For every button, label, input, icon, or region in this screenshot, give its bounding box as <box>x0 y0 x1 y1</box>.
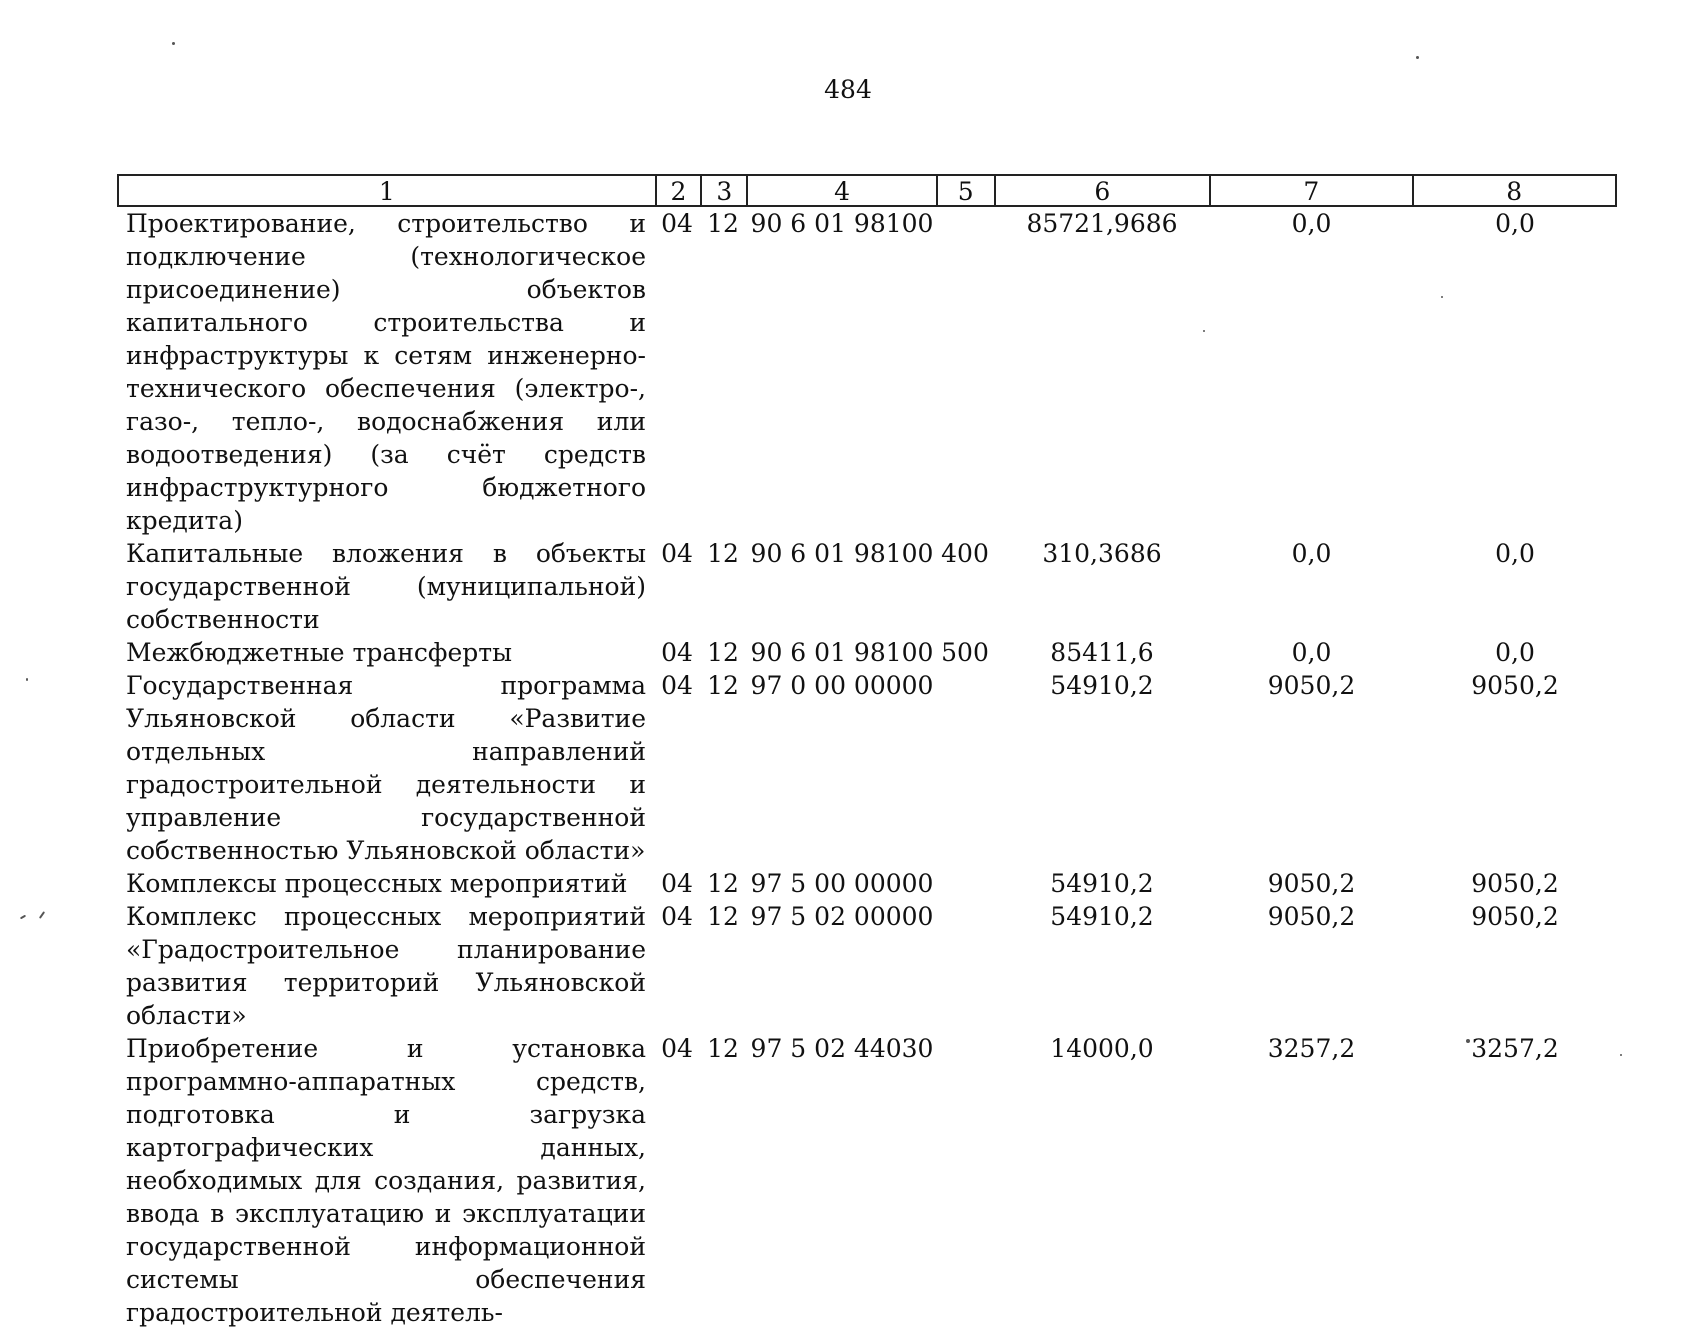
subsection-code: 12 <box>707 539 739 568</box>
amount-1: 14000,0 <box>1050 1034 1154 1063</box>
row-name: Капитальные вложения в объекты государственной (муниципальной) собственности <box>126 539 646 634</box>
table-row <box>117 900 1617 1032</box>
scan-speck <box>1466 1039 1470 1043</box>
scan-speck <box>26 678 28 681</box>
expense-type-code <box>936 207 994 537</box>
page-number: 484 <box>824 75 872 104</box>
target-article-code: 97 0 00 00000 <box>750 671 934 700</box>
section-code: 04 <box>661 638 693 667</box>
amount-2: 3257,2 <box>1267 1034 1356 1063</box>
row-name: Государственная программа Ульяновской области «Развитие отдельных направлений градостроительной деятельности и управление государственной собственностью Ульяновской области» <box>126 671 646 865</box>
subsection-code: 12 <box>707 638 739 667</box>
column-header: 8 <box>1412 176 1615 205</box>
target-article-code: 90 6 01 98100 <box>750 209 934 238</box>
scan-speck <box>1416 56 1419 59</box>
scan-speck <box>172 42 175 45</box>
table-row <box>117 537 1617 636</box>
scan-speck <box>39 911 45 919</box>
column-header: 6 <box>994 176 1209 205</box>
amount-2: 9050,2 <box>1267 869 1356 898</box>
expense-type-code <box>936 867 994 900</box>
column-header: 1 <box>378 177 395 206</box>
target-article-code: 97 5 02 44030 <box>750 1034 934 1063</box>
section-code: 04 <box>661 671 693 700</box>
target-article-code: 90 6 01 98100 <box>750 638 934 667</box>
table-row <box>117 207 1617 537</box>
row-name: Проектирование, строительство и подключение (технологическое присоединение) объектов капитального строительства и инфраструктуры к сетям инженерно-технического обеспечения (электро-, газо-, тепло-, водоснабжения или водоотведения) (за счёт средств инфраструктурного бюджетного кредита) <box>126 209 646 535</box>
amount-2: 9050,2 <box>1267 902 1356 931</box>
budget-table <box>117 174 1617 1329</box>
scan-speck <box>1620 1054 1622 1056</box>
subsection-code: 12 <box>707 209 739 238</box>
expense-type-code <box>936 669 994 867</box>
column-header: 7 <box>1209 176 1411 205</box>
section-code: 04 <box>661 869 693 898</box>
amount-2: 0,0 <box>1291 638 1332 667</box>
row-name: Комплекс процессных мероприятий «Градостроительное планирование развития территорий Ульяновской области» <box>126 902 646 1030</box>
amount-3: 9050,2 <box>1471 869 1559 898</box>
amount-1: 310,3686 <box>1042 539 1162 568</box>
amount-3: 3257,2 <box>1471 1034 1559 1063</box>
section-code: 04 <box>661 902 693 931</box>
amount-3: 9050,2 <box>1471 671 1559 700</box>
expense-type-code <box>936 900 994 1032</box>
table-row <box>117 867 1617 900</box>
column-header: 3 <box>700 176 746 205</box>
scan-speck <box>1203 330 1205 332</box>
table-row <box>117 669 1617 867</box>
expense-type-code: 400 <box>941 539 989 568</box>
table-row <box>117 636 1617 669</box>
expense-type-code <box>936 1032 994 1329</box>
column-header: 5 <box>936 176 994 205</box>
amount-2: 0,0 <box>1291 539 1332 568</box>
section-code: 04 <box>661 1034 693 1063</box>
row-name: Межбюджетные трансферты <box>126 638 513 667</box>
section-code: 04 <box>661 539 693 568</box>
row-name: Приобретение и установка программно-аппаратных средств, подготовка и загрузка картографических данных, необходимых для создания, развития, ввода в эксплуатацию и эксплуатации государственной информационной системы обеспечения градостроительной деятель- <box>126 1034 646 1327</box>
subsection-code: 12 <box>707 671 739 700</box>
expense-type-code: 500 <box>941 638 989 667</box>
amount-3: 0,0 <box>1495 638 1535 667</box>
amount-1: 85721,9686 <box>1026 209 1178 238</box>
subsection-code: 12 <box>707 1034 739 1063</box>
target-article-code: 97 5 02 00000 <box>750 902 934 931</box>
table-row <box>117 1032 1617 1329</box>
amount-1: 54910,2 <box>1050 671 1154 700</box>
column-header: 4 <box>746 176 936 205</box>
scan-speck <box>1441 296 1443 298</box>
subsection-code: 12 <box>707 869 739 898</box>
amount-1: 54910,2 <box>1050 869 1154 898</box>
target-article-code: 90 6 01 98100 <box>750 539 934 568</box>
amount-3: 0,0 <box>1495 539 1535 568</box>
table-header <box>117 174 1617 207</box>
amount-2: 9050,2 <box>1267 671 1356 700</box>
section-code: 04 <box>661 209 693 238</box>
row-name: Комплексы процессных мероприятий <box>126 869 628 898</box>
subsection-code: 12 <box>707 902 739 931</box>
column-header: 2 <box>655 176 701 205</box>
target-article-code: 97 5 00 00000 <box>750 869 934 898</box>
amount-1: 85411,6 <box>1050 638 1154 667</box>
amount-1: 54910,2 <box>1050 902 1154 931</box>
amount-3: 9050,2 <box>1471 902 1559 931</box>
scan-speck <box>20 915 26 920</box>
amount-3: 0,0 <box>1495 209 1535 238</box>
amount-2: 0,0 <box>1291 209 1332 238</box>
